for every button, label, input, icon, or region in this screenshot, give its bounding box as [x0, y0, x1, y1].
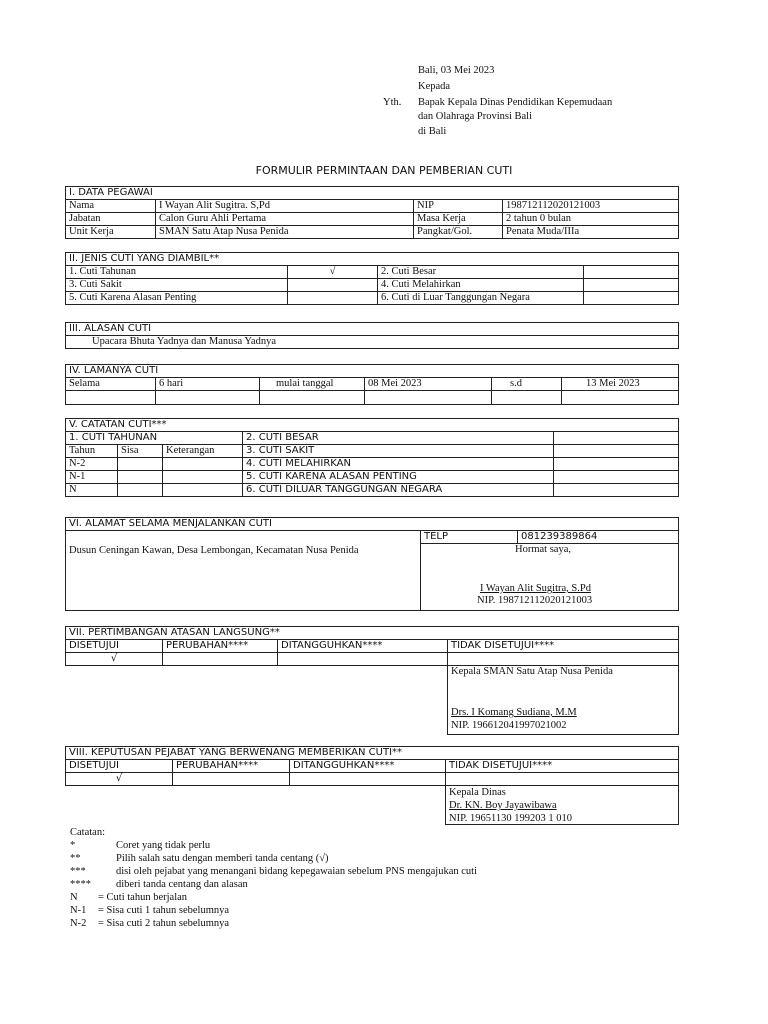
value-durasi[interactable]: 6 hari: [156, 378, 260, 391]
sub-keterangan: Keterangan: [163, 445, 243, 458]
label-nama: Nama: [66, 200, 156, 213]
keterangan-cell[interactable]: [163, 471, 243, 484]
pejabat-title: Kepala Dinas: [449, 787, 506, 798]
yth-label: Yth.: [383, 97, 402, 108]
table-row: [66, 653, 679, 666]
col-perubahan: PERUBAHAN****: [163, 640, 278, 653]
section-7-heading: VII. PERTIMBANGAN ATASAN LANGSUNG**: [66, 627, 679, 640]
table-row: [66, 432, 679, 445]
label-pangkat: Pangkat/Gol.: [414, 226, 503, 239]
sisa-cell[interactable]: [118, 484, 163, 497]
table-row: [66, 226, 679, 239]
col-tidak-disetujui: TIDAK DISETUJUI****: [446, 760, 679, 773]
table-row: [66, 292, 679, 305]
col-disetujui: DISETUJUI: [66, 640, 163, 653]
value-masa-kerja: 2 tahun 0 bulan: [503, 213, 679, 226]
cuti-option-label: 5. Cuti Karena Alasan Penting: [66, 292, 288, 305]
cuti-check-cell[interactable]: [288, 292, 378, 305]
recipient-line-2: dan Olahraga Provinsi Bali: [418, 111, 533, 122]
pemohon-nip: NIP. 198712112020121003: [477, 595, 593, 606]
notes: [70, 826, 477, 930]
table-row: [66, 531, 679, 544]
note-text: = Sisa cuti 1 tahun sebelumnya: [98, 905, 230, 916]
table-row: [66, 200, 679, 213]
check-tidak-disetujui[interactable]: [448, 653, 679, 666]
kepada-label: Kepada: [418, 81, 451, 92]
telp-label: TELP: [421, 531, 518, 544]
label-jabatan: Jabatan: [66, 213, 156, 226]
value-tanggal-mulai[interactable]: 08 Mei 2023: [365, 378, 492, 391]
cuti-type-label: 3. CUTI SAKIT: [243, 445, 554, 458]
alasan-cuti-value[interactable]: Upacara Bhuta Yadnya dan Manusa Yadnya: [66, 336, 679, 349]
section-4-heading: IV. LAMANYA CUTI: [66, 365, 679, 378]
cuti-type-label: 2. CUTI BESAR: [243, 432, 554, 445]
catatan-cell[interactable]: [554, 432, 679, 445]
signature-block-pejabat: [446, 786, 679, 825]
col-tidak-disetujui: TIDAK DISETUJUI****: [448, 640, 679, 653]
notes-heading: Catatan:: [70, 827, 105, 838]
label-selama: Selama: [66, 378, 156, 391]
note-text: diberi tanda centang dan alasan: [116, 879, 248, 890]
catatan-cell[interactable]: [554, 445, 679, 458]
section-1-heading: I. DATA PEGAWAI: [66, 187, 679, 200]
table-row: [66, 458, 679, 471]
sisa-cell[interactable]: [118, 471, 163, 484]
hormat-saya: Hormat saya,: [515, 544, 571, 555]
table-row: [66, 773, 679, 786]
note-text: = Cuti tahun berjalan: [98, 892, 188, 903]
table-row: [66, 279, 679, 292]
cuti-tahunan-label: 1. CUTI TAHUNAN: [66, 432, 243, 445]
section-lamanya-cuti: [65, 364, 679, 405]
note-item: [70, 878, 477, 891]
telp-value[interactable]: 081239389864: [518, 531, 679, 544]
year-label: N-2: [66, 458, 118, 471]
section-data-pegawai: [65, 186, 679, 239]
col-disetujui: DISETUJUI: [66, 760, 173, 773]
note-key: ***: [70, 866, 86, 877]
section-2-heading: II. JENIS CUTI YANG DIAMBIL**: [66, 253, 679, 266]
pejabat-nip: NIP. 19651130 199203 1 010: [449, 813, 572, 824]
cuti-type-label: 6. CUTI DILUAR TANGGUNGAN NEGARA: [243, 484, 554, 497]
atasan-nip: NIP. 196612041997021002: [451, 720, 567, 731]
cuti-type-label: 4. CUTI MELAHIRKAN: [243, 458, 554, 471]
check-perubahan[interactable]: [163, 653, 278, 666]
label-unit-kerja: Unit Kerja: [66, 226, 156, 239]
check-perubahan[interactable]: [173, 773, 290, 786]
cuti-check-cell[interactable]: √: [288, 266, 378, 279]
table-row: [66, 391, 679, 405]
note-item: [70, 917, 477, 930]
section-8-heading: VIII. KEPUTUSAN PEJABAT YANG BERWENANG MEMBERIKAN CUTI**: [66, 747, 679, 760]
check-ditangguhkan[interactable]: [278, 653, 448, 666]
keterangan-cell[interactable]: [163, 458, 243, 471]
cuti-option-label: 6. Cuti di Luar Tanggungan Negara: [378, 292, 584, 305]
table-row: [66, 378, 679, 391]
section-3-heading: III. ALASAN CUTI: [66, 323, 679, 336]
section-5-heading: V. CATATAN CUTI***: [66, 419, 679, 432]
note-text: = Sisa cuti 2 tahun sebelumnya: [98, 918, 230, 929]
note-text: Coret yang tidak perlu: [116, 840, 211, 851]
sisa-cell[interactable]: [118, 458, 163, 471]
check-ditangguhkan[interactable]: [290, 773, 446, 786]
col-perubahan: PERUBAHAN****: [173, 760, 290, 773]
note-item: [70, 865, 477, 878]
recipient-line-1: Bapak Kepala Dinas Pendidikan Kepemudaan: [418, 97, 613, 108]
table-row: [66, 760, 679, 773]
cuti-option-label: 4. Cuti Melahirkan: [378, 279, 584, 292]
recipient-line-3: di Bali: [418, 126, 447, 137]
table-row: [66, 266, 679, 279]
cuti-check-cell[interactable]: [584, 266, 679, 279]
sub-sisa: Sisa: [118, 445, 163, 458]
atasan-title: Kepala SMAN Satu Atap Nusa Penida: [451, 666, 613, 677]
note-item: [70, 852, 477, 865]
note-item: [70, 904, 477, 917]
section-jenis-cuti: [65, 252, 679, 305]
alamat-value[interactable]: Dusun Ceningan Kawan, Desa Lembongan, Kecamatan Nusa Penida: [66, 544, 421, 611]
table-row: [66, 213, 679, 226]
table-row: [66, 484, 679, 497]
note-text: disi oleh pejabat yang menangani bidang kepegawaian sebelum PNS mengajukan cuti: [116, 866, 477, 877]
note-key: **: [70, 853, 81, 864]
label-nip: NIP: [414, 200, 503, 213]
cuti-type-label: 5. CUTI KARENA ALASAN PENTING: [243, 471, 554, 484]
signature-block-atasan: [448, 666, 679, 735]
check-disetujui[interactable]: √: [66, 653, 163, 666]
keterangan-cell[interactable]: [163, 484, 243, 497]
table-row: [66, 640, 679, 653]
section-alamat: [65, 517, 679, 611]
letter-date: Bali, 03 Mei 2023: [418, 65, 495, 76]
check-tidak-disetujui[interactable]: [446, 773, 679, 786]
col-ditangguhkan: DITANGGUHKAN****: [290, 760, 446, 773]
year-label: N: [66, 484, 118, 497]
section-alasan-cuti: [65, 322, 679, 349]
note-text: Pilih salah satu dengan memberi tanda centang (√): [116, 853, 329, 864]
label-sd: s.d: [492, 378, 562, 391]
value-pangkat: Penata Muda/IIIa: [503, 226, 679, 239]
note-item: [70, 839, 477, 852]
note-key: N-1: [70, 905, 87, 916]
sub-tahun: Tahun: [66, 445, 118, 458]
catatan-cell[interactable]: [554, 471, 679, 484]
section-pertimbangan-atasan: [65, 626, 679, 735]
pejabat-name: Dr. KN. Boy Jayawibawa: [449, 800, 557, 811]
catatan-cell[interactable]: [554, 484, 679, 497]
cuti-option-label: 1. Cuti Tahunan: [66, 266, 288, 279]
table-row: [66, 471, 679, 484]
label-masa-kerja: Masa Kerja: [414, 213, 503, 226]
note-key: *: [70, 840, 76, 851]
signature-block-pemohon: [421, 544, 679, 611]
col-ditangguhkan: DITANGGUHKAN****: [278, 640, 448, 653]
cuti-check-cell[interactable]: [288, 279, 378, 292]
cuti-option-label: 2. Cuti Besar: [378, 266, 584, 279]
value-nama: I Wayan Alit Sugitra. S,Pd: [156, 200, 414, 213]
cuti-option-label: 3. Cuti Sakit: [66, 279, 288, 292]
note-item: [70, 891, 477, 904]
value-nip: 198712112020121003: [503, 200, 679, 213]
table-row: [66, 445, 679, 458]
note-key: N-2: [70, 918, 87, 929]
cuti-check-cell[interactable]: [584, 279, 679, 292]
atasan-name: Drs. I Komang Sudiana, M.M: [451, 707, 577, 718]
value-tanggal-selesai[interactable]: 13 Mei 2023: [562, 378, 679, 391]
check-disetujui[interactable]: √: [66, 773, 173, 786]
catatan-cell[interactable]: [554, 458, 679, 471]
note-key: N: [70, 892, 78, 903]
value-unit-kerja: SMAN Satu Atap Nusa Penida: [156, 226, 414, 239]
value-jabatan: Calon Guru Ahli Pertama: [156, 213, 414, 226]
note-key: ****: [70, 879, 91, 890]
form-title: FORMULIR PERMINTAAN DAN PEMBERIAN CUTI: [255, 164, 513, 177]
section-keputusan-pejabat: [65, 746, 679, 825]
section-catatan-cuti: [65, 418, 679, 497]
year-label: N-1: [66, 471, 118, 484]
label-mulai-tanggal: mulai tanggal: [260, 378, 365, 391]
pemohon-name: I Wayan Alit Sugitra, S.Pd: [480, 583, 591, 594]
section-6-heading: VI. ALAMAT SELAMA MENJALANKAN CUTI: [66, 518, 679, 531]
cuti-check-cell[interactable]: [584, 292, 679, 305]
